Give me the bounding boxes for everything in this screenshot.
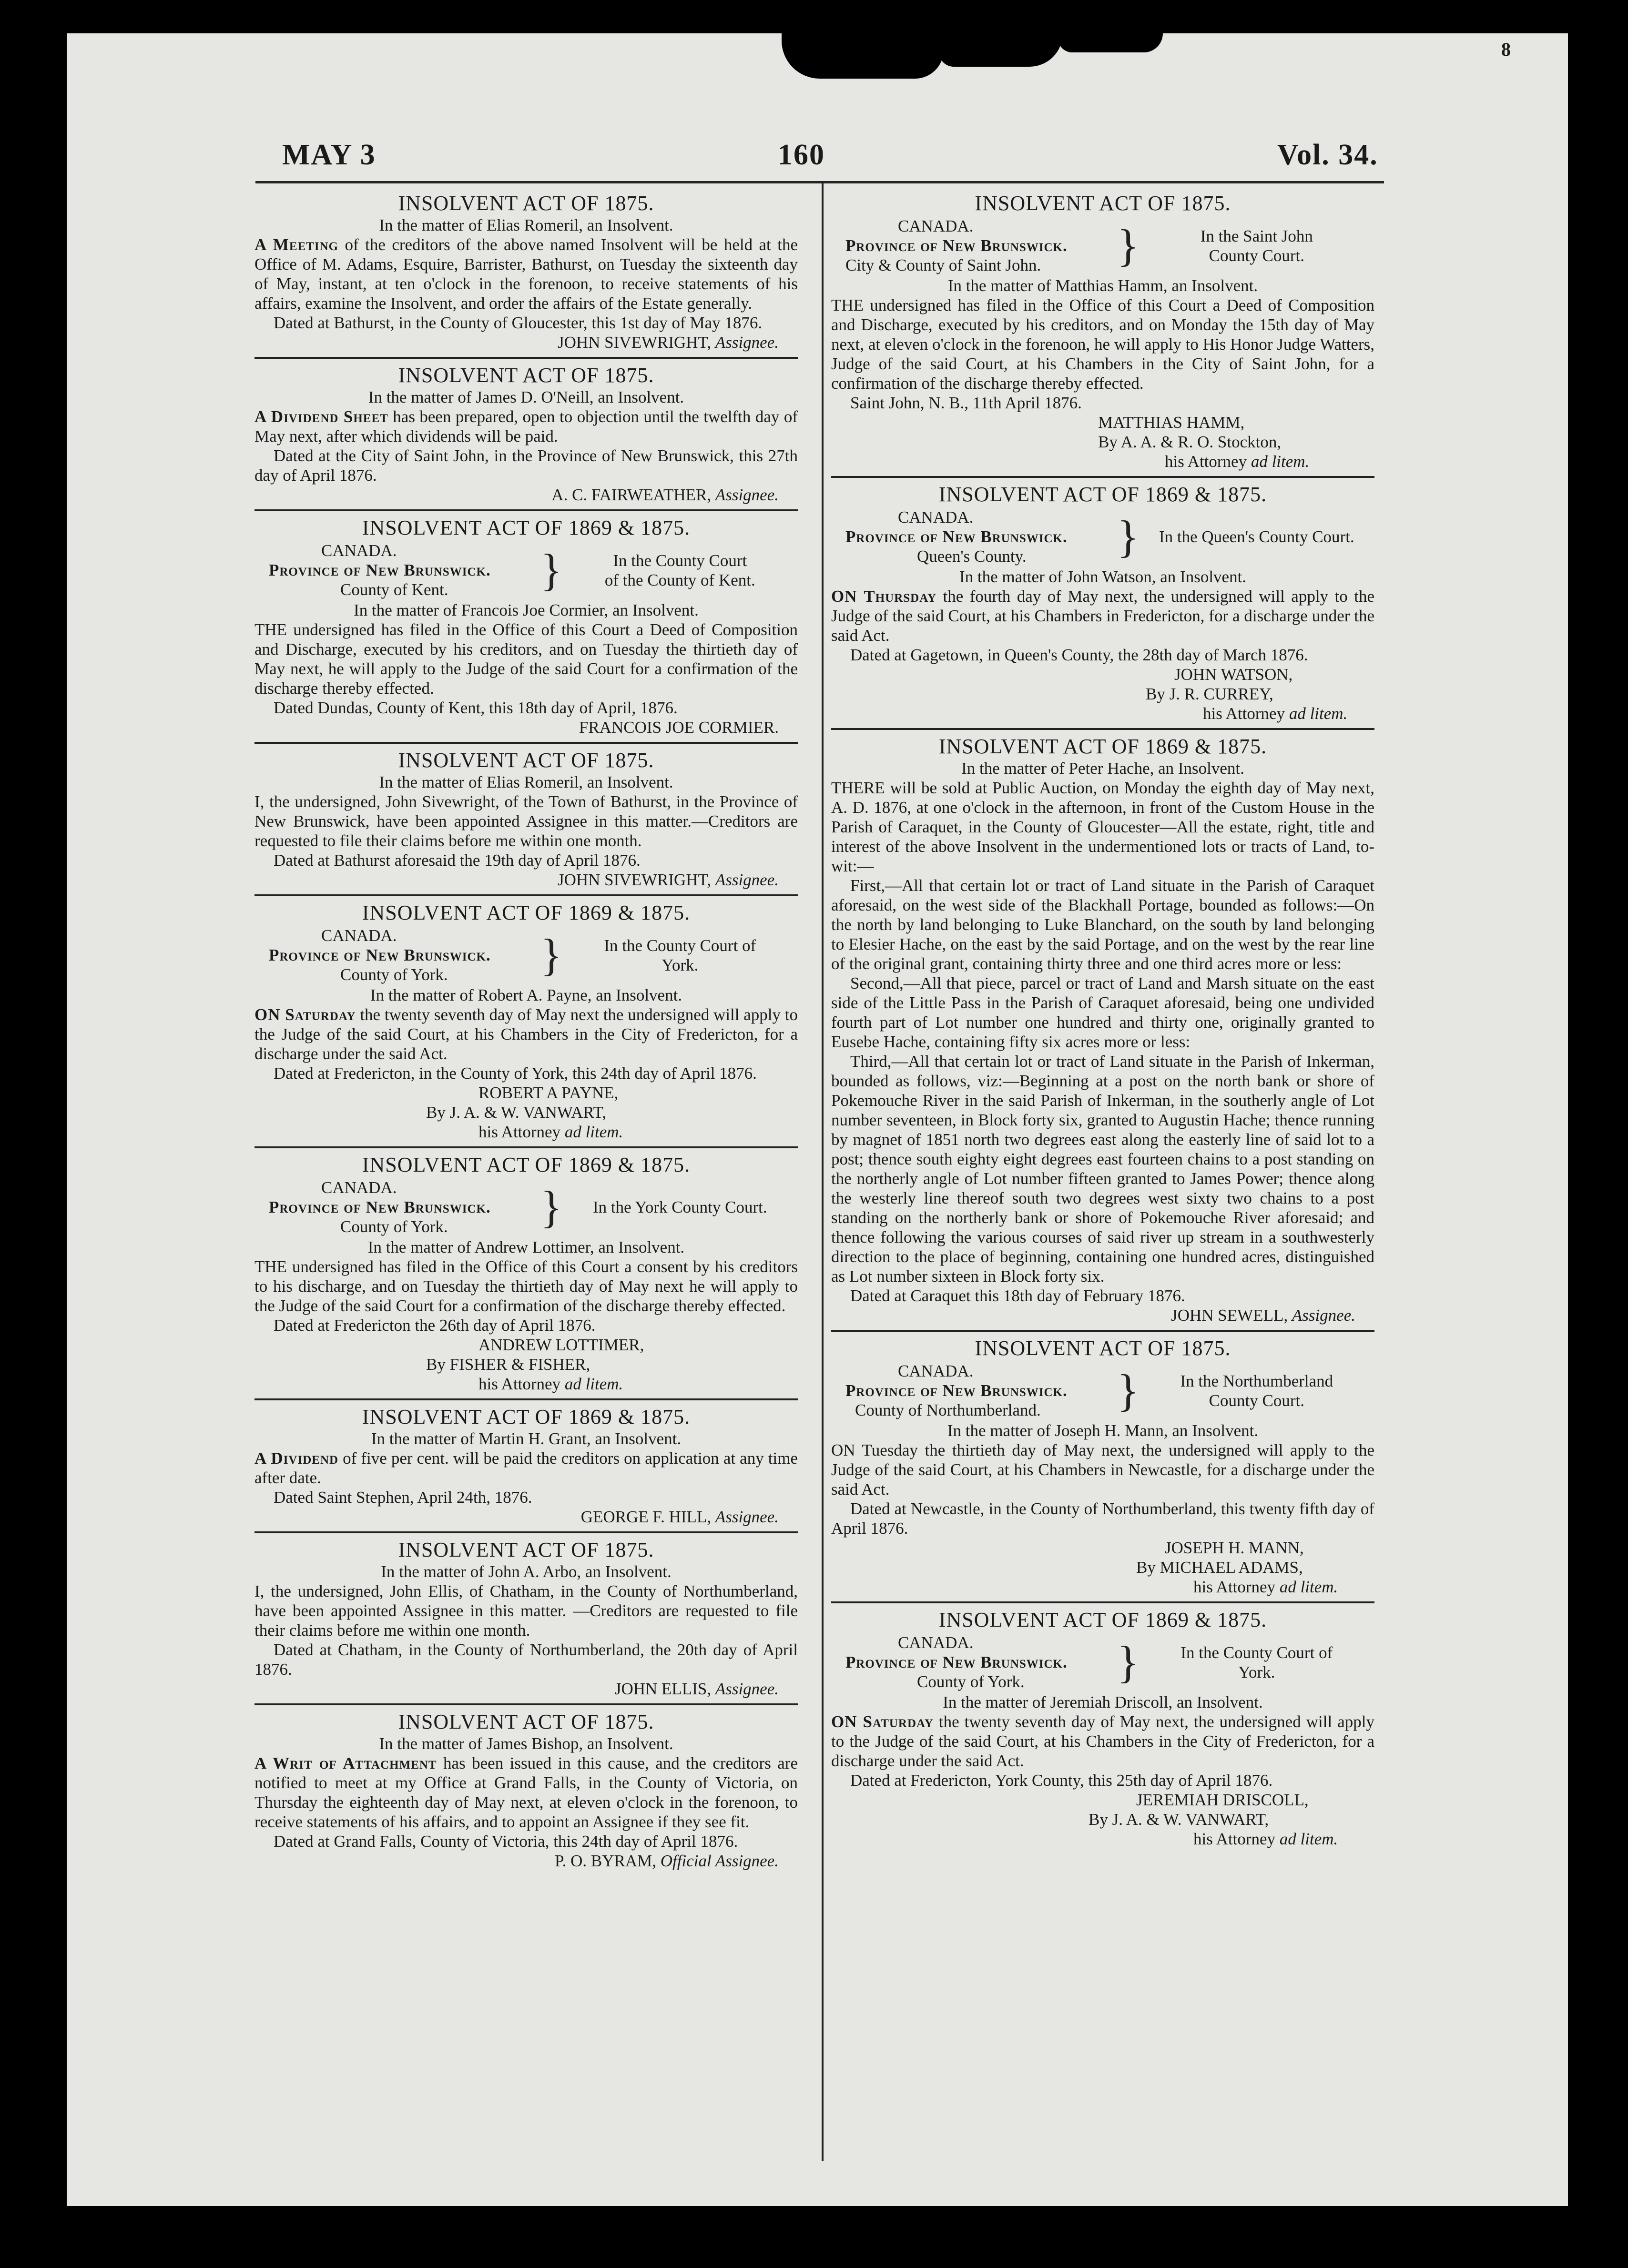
notice-signature: JOHN SIVEWRIGHT, <box>557 333 712 352</box>
attorney-firm: By MICHAEL ADAMS, <box>1136 1558 1303 1577</box>
notice-title: INSOLVENT ACT OF 1869 & 1875. <box>938 483 1267 506</box>
notice-matter: In the matter of John Watson, an Insolvent. <box>959 567 1247 586</box>
notice <box>254 1710 798 1875</box>
court-heading <box>831 1361 1374 1420</box>
attorney-firm: By J. A. & W. VANWART, <box>1089 1810 1269 1829</box>
attorney-label: his Attorney <box>1193 1578 1276 1596</box>
notice <box>254 1538 798 1705</box>
notice-text: the twenty seventh day of May next the undersigned will apply to the Judge of the said Court, at his Chambers in the City of Fredericton, for a discharge under the said Act. <box>254 1005 798 1063</box>
notice-lead: ON Thursday <box>831 587 937 606</box>
notice <box>831 483 1374 730</box>
signatory: ROBERT A PAYNE, <box>478 1083 619 1102</box>
notice-lead: A Meeting <box>254 235 339 254</box>
court-province: Province of New Brunswick. <box>845 1653 1068 1671</box>
attorney-label: his Attorney <box>1203 704 1285 723</box>
notice-title: INSOLVENT ACT OF 1875. <box>398 749 654 772</box>
notice-text: of five per cent. will be paid the creditors on application at any time after date. <box>254 1449 798 1487</box>
notice-matter: In the matter of James Bishop, an Insolvent. <box>379 1734 673 1753</box>
brace-icon: } <box>540 930 562 980</box>
court-heading <box>254 926 798 984</box>
notice-text: THE undersigned has filed in the Office of this Court a Deed of Composition and Discharge, executed by his creditors, and on Tuesday the thirtieth day of May next, he will apply to the Judge of the said Court for a confirmation of the discharge thereby effected. <box>254 620 798 698</box>
court-heading <box>831 1633 1374 1691</box>
torn-edge <box>939 33 1063 67</box>
column-rule <box>822 183 824 2161</box>
notice-matter: In the matter of Matthias Hamm, an Insolvent. <box>947 276 1258 295</box>
notice-lead: ON Saturday <box>831 1712 934 1731</box>
notice-matter: In the matter of Andrew Lottimer, an Insolvent. <box>367 1238 685 1256</box>
signatory: MATTHIAS HAMM, <box>1098 413 1245 432</box>
notice-dated: Dated Dundas, County of Kent, this 18th day of April, 1876. <box>274 699 678 717</box>
court-name-2: York. <box>1238 1662 1275 1681</box>
court-county: Queen's County. <box>917 547 1027 566</box>
parcel-first: First,—All that certain lot or tract of Land situate in the Parish of Caraquet aforesaid, on the west side of the Blackhall Portage, bounded as follows:—On the north by land belonging to Luke Blanchard, on the south by land belonging to Elesier Hache, on the east by the said Portage, and on the west by the rear line of the original grant, containing thirty three and one third acres more or less: <box>831 876 1374 973</box>
notice <box>831 1608 1374 1853</box>
court-county: County of York. <box>340 965 448 984</box>
signatory: JOHN WATSON, <box>1174 665 1293 684</box>
attorney-firm: By J. R. CURREY, <box>1146 685 1273 703</box>
court-name: In the Northumberland <box>1180 1371 1333 1390</box>
ad-litem: ad litem. <box>1279 1830 1338 1848</box>
notice-dated: Dated at Caraquet this 18th day of February 1876. <box>850 1286 1185 1305</box>
brace-icon: } <box>540 1182 562 1232</box>
notice-text: of the creditors of the above named Insolvent will be held at the Office of M. Adams, Esquire, Barrister, Bathurst, on Tuesday the sixteenth day of May, instant, at ten o'clock in the forenoon, to receive statements of his affairs, examine the Insolvent, and order the affairs of the Estate generally. <box>254 235 798 313</box>
court-county: County of Kent. <box>340 580 448 599</box>
court-name: In the York County Court. <box>593 1198 767 1216</box>
attorney-firm: By A. A. & R. O. Stockton, <box>1098 433 1282 451</box>
court-province: Province of New Brunswick. <box>845 527 1068 546</box>
notice-text: THE undersigned has filed in the Office of this Court a consent by his creditors to his discharge, and on Tuesday the thirtieth day of May next he will apply to the Judge of the said Court for a confirmation of the discharge thereby effected. <box>254 1257 798 1315</box>
court-country: CANADA. <box>898 1362 974 1380</box>
notice-dated: Dated at Bathurst, in the County of Gloucester, this 1st day of May 1876. <box>274 314 763 332</box>
court-county: County of York. <box>917 1672 1025 1691</box>
right-column <box>831 190 1374 1858</box>
notice-text: THERE will be sold at Public Auction, on Monday the eighth day of May next, A. D. 1876, at one o'clock in the afternoon, in front of the Custom House in the Parish of Caraquet, in the County of Gloucester—All the estate, right, title and interest of the above Insolvent in the undermentioned lots or tracts of Land, to-wit:— <box>831 779 1374 875</box>
ad-litem: ad litem. <box>1251 452 1310 471</box>
notice <box>254 1405 798 1533</box>
notice-dated: Dated at Chatham, in the County of Northumberland, the 20th day of April 1876. <box>254 1640 798 1679</box>
court-name: In the County Court <box>613 551 747 570</box>
court-heading <box>831 507 1374 566</box>
notice-matter: In the matter of Joseph H. Mann, an Insolvent. <box>947 1421 1259 1440</box>
notice <box>254 364 798 511</box>
notice-lead: ON Saturday <box>254 1005 356 1024</box>
notice-title: INSOLVENT ACT OF 1869 & 1875. <box>938 1608 1267 1631</box>
ad-litem: ad litem. <box>564 1123 623 1141</box>
notice-matter: In the matter of Elias Romeril, an Insolvent. <box>379 773 673 791</box>
brace-icon: } <box>540 545 562 595</box>
notice-matter: In the matter of Francois Joe Cormier, an Insolvent. <box>354 601 699 619</box>
notice-signature: GEORGE F. HILL, <box>580 1508 712 1526</box>
notice-dated: Dated at the City of Saint John, in the Province of New Brunswick, this 27th day of April 1876. <box>254 446 798 485</box>
notice-matter: In the matter of Jeremiah Driscoll, an Insolvent. <box>943 1693 1263 1711</box>
notice-matter: In the matter of Peter Hache, an Insolvent. <box>961 759 1244 778</box>
court-county: County of York. <box>340 1217 448 1236</box>
court-name: In the Queen's County Court. <box>1159 527 1354 546</box>
court-name-2: York. <box>661 955 699 974</box>
notice-dated: Dated at Bathurst aforesaid the 19th day of April 1876. <box>274 851 641 870</box>
brace-icon: } <box>1117 1365 1139 1416</box>
attorney-firm: By FISHER & FISHER, <box>426 1355 590 1374</box>
notice <box>254 901 798 1148</box>
notice-title: INSOLVENT ACT OF 1875. <box>398 364 654 387</box>
notice-matter: In the matter of James D. O'Neill, an Insolvent. <box>368 388 684 406</box>
notice <box>831 1336 1374 1603</box>
notice <box>254 1153 798 1400</box>
left-column <box>254 190 798 1880</box>
header-rule <box>255 181 1384 183</box>
notice-role: Assignee. <box>1292 1306 1355 1325</box>
notice <box>254 192 798 359</box>
notice-role: Assignee. <box>715 486 779 504</box>
notice-text: the fourth day of May next, the undersigned will apply to the Judge of the said Court, at his Chambers in Fredericton, for a discharge under the said Act. <box>831 587 1374 645</box>
notice-text: I, the undersigned, John Sivewright, of the Town of Bathurst, in the Province of New Brunswick, have been appointed Assignee in this matter.—Creditors are requested to file their claims before me within one month. <box>254 792 798 850</box>
court-province: Province of New Brunswick. <box>845 1381 1068 1400</box>
court-country: CANADA. <box>321 1178 397 1197</box>
notice-title: INSOLVENT ACT OF 1869 & 1875. <box>362 1153 691 1176</box>
notice-title: INSOLVENT ACT OF 1869 & 1875. <box>938 735 1267 758</box>
notice-lead: A Writ of Attachment <box>254 1754 437 1772</box>
brace-icon: } <box>1117 220 1139 271</box>
notice-title: INSOLVENT ACT OF 1875. <box>975 1336 1231 1360</box>
notice-matter: In the matter of Elias Romeril, an Insolvent. <box>379 216 673 234</box>
attorney-label: his Attorney <box>478 1375 561 1393</box>
signatory: JEREMIAH DRISCOLL, <box>1136 1791 1309 1809</box>
notice-dated: Dated at Newcastle, in the County of Northumberland, this twenty fifth day of April 1876. <box>831 1499 1374 1538</box>
notice-text: I, the undersigned, John Ellis, of Chatham, in the County of Northumberland, have been appointed Assignee in this matter. —Creditors are requested to file their claims before me within one month. <box>254 1582 798 1640</box>
torn-edge <box>782 33 944 79</box>
attorney-firm: By J. A. & W. VANWART, <box>426 1103 607 1122</box>
notice-signature: JOHN SEWELL, <box>1171 1306 1288 1325</box>
margin-mark: 8 <box>1501 39 1511 60</box>
notice-role: Assignee. <box>715 333 779 352</box>
notice-text: ON Tuesday the thirtieth day of May next, the undersigned will apply to the Judge of the said Court, at his Chambers in Newcastle, for a discharge under the said Act. <box>831 1441 1374 1498</box>
notice-dated: Dated at Fredericton, York County, this 25th day of April 1876. <box>850 1771 1273 1790</box>
ad-litem: ad litem. <box>1279 1578 1338 1596</box>
notice-title: INSOLVENT ACT OF 1875. <box>398 192 654 215</box>
court-name: In the County Court of <box>1180 1643 1333 1662</box>
court-province: Province of New Brunswick. <box>845 236 1068 255</box>
notice-dated: Saint John, N. B., 11th April 1876. <box>850 394 1082 412</box>
court-province: Province of New Brunswick. <box>269 946 491 964</box>
court-country: CANADA. <box>898 508 974 526</box>
court-heading <box>831 216 1374 275</box>
court-name-2: County Court. <box>1209 246 1304 265</box>
notice-title: INSOLVENT ACT OF 1875. <box>398 1538 654 1561</box>
attorney-label: his Attorney <box>1165 452 1247 471</box>
notice-dated: Dated at Fredericton, in the County of York, this 24th day of April 1876. <box>274 1064 757 1083</box>
notice-role: Assignee. <box>715 1680 779 1698</box>
notice-title: INSOLVENT ACT OF 1869 & 1875. <box>362 1405 691 1428</box>
notice-text: THE undersigned has filed in the Office of this Court a Deed of Composition and Discharge, executed by his creditors, and on Monday the 15th day of May next, at eleven o'clock in the forenoon, he will apply to His Honor Judge Watters, Judge of the said Court, at his Chambers in the City of Saint John, for a confirmation of the discharge thereby effected. <box>831 296 1374 393</box>
notice-title: INSOLVENT ACT OF 1869 & 1875. <box>362 901 691 924</box>
notice-lead: A Dividend Sheet <box>254 407 388 426</box>
notice-signature: P. O. BYRAM, <box>555 1852 657 1870</box>
signatory: ANDREW LOTTIMER, <box>478 1336 644 1354</box>
court-name: In the Saint John <box>1200 226 1313 245</box>
notice-matter: In the matter of Robert A. Payne, an Insolvent. <box>370 986 682 1004</box>
notice-text: has been issued in this cause, and the creditors are notified to meet at my Office at Grand Falls, in the County of Victoria, on Thursday the eighteenth day of May next, at eleven o'clock in the forenoon, to receive statements of his affairs, and to appoint an Assignee if they see fit. <box>254 1754 798 1831</box>
court-name-2: of the County of Kent. <box>604 570 755 589</box>
ad-litem: ad litem. <box>564 1375 623 1393</box>
header-date: MAY 3 <box>282 139 376 171</box>
court-heading <box>254 541 798 599</box>
notice-signature: A. C. FAIRWEATHER, <box>551 486 712 504</box>
notice-signature: FRANCOIS JOE CORMIER. <box>579 718 779 737</box>
notice-lead: A Dividend <box>254 1449 339 1468</box>
notice-matter: In the matter of Martin H. Grant, an Insolvent. <box>371 1429 682 1448</box>
parcel-second: Second,—All that piece, parcel or tract of Land and Marsh situate on the east side of the Little Pass in the Parish of Caraquet aforesaid, being one undivided fourth part of Lot number one hundred and thirty one, originally granted to Eusebe Hache, containing fifty six acres more or less: <box>831 974 1374 1051</box>
attorney-label: his Attorney <box>1193 1830 1276 1848</box>
court-country: CANADA. <box>321 926 397 945</box>
parcel-third: Third,—All that certain lot or tract of Land situate in the Parish of Inkerman, bounded as follows, viz:—Beginning at a post on the north bank or shore of Pokemouche River in the said Parish of Inkerman, in the southerly angle of Lot number seventeen, in Block forty six, granted to Augustin Hache; thence running by magnet of 1851 north two degrees east along the easterly line of said lot to a post; thence south eighty eight degrees east fourteen chains to a post standing on the northerly angle of Lot number fifteen granted to James Power; thence along the westerly line thereof south two degrees west sixty two chains to a post standing on the northerly bank or shore of Pokemouche River aforesaid; and thence following the various courses of said river up stream in a southwesterly direction to the place of beginning, containing one hundred acres, distinguished as Lot number sixteen in Block forty six. <box>831 1052 1374 1286</box>
notice-dated: Dated Saint Stephen, April 24th, 1876. <box>274 1488 532 1507</box>
notice-title: INSOLVENT ACT OF 1869 & 1875. <box>362 516 691 539</box>
court-country: CANADA. <box>898 1633 974 1652</box>
court-country: CANADA. <box>321 541 397 560</box>
notice-signature: JOHN SIVEWRIGHT, <box>557 871 712 889</box>
brace-icon: } <box>1117 1637 1139 1687</box>
notice-dated: Dated at Gagetown, in Queen's County, the 28th day of March 1876. <box>850 646 1308 664</box>
court-province: Province of New Brunswick. <box>269 561 491 579</box>
notice <box>831 192 1374 478</box>
notice-dated: Dated at Fredericton the 26th day of April 1876. <box>274 1316 596 1335</box>
notice-text: the twenty seventh day of May next, the undersigned will apply to the Judge of the said Court, at his Chambers in the City of Fredericton, for a discharge under the said Act. <box>831 1712 1374 1770</box>
notice <box>254 516 798 744</box>
court-name-2: County Court. <box>1209 1391 1304 1410</box>
court-heading <box>254 1178 798 1236</box>
notice-text: has been prepared, open to objection until the twelfth day of May next, after which dividends will be paid. <box>254 407 798 446</box>
notice-title: INSOLVENT ACT OF 1875. <box>975 192 1231 215</box>
court-county: City & County of Saint John. <box>845 256 1041 274</box>
notice-title: INSOLVENT ACT OF 1875. <box>398 1710 654 1733</box>
header-page-number: 160 <box>778 139 825 171</box>
notice-signature: JOHN ELLIS, <box>614 1680 712 1698</box>
notice-role: Official Assignee. <box>660 1852 779 1870</box>
ad-litem: ad litem. <box>1289 704 1348 723</box>
signatory: JOSEPH H. MANN, <box>1165 1539 1304 1557</box>
notice <box>254 749 798 896</box>
court-name: In the County Court of <box>604 936 756 955</box>
court-country: CANADA. <box>898 217 974 235</box>
notice-dated: Dated at Grand Falls, County of Victoria, this 24th day of April 1876. <box>274 1832 738 1851</box>
brace-icon: } <box>1117 511 1139 562</box>
notice-role: Assignee. <box>715 1508 779 1526</box>
torn-edge <box>1058 33 1163 52</box>
header-volume: Vol. 34. <box>1277 139 1378 171</box>
notice-matter: In the matter of John A. Arbo, an Insolvent. <box>381 1562 672 1581</box>
notice <box>831 735 1374 1332</box>
court-province: Province of New Brunswick. <box>269 1198 491 1216</box>
court-county: County of Northumberland. <box>855 1401 1041 1419</box>
attorney-label: his Attorney <box>478 1123 561 1141</box>
notice-role: Assignee. <box>715 871 779 889</box>
